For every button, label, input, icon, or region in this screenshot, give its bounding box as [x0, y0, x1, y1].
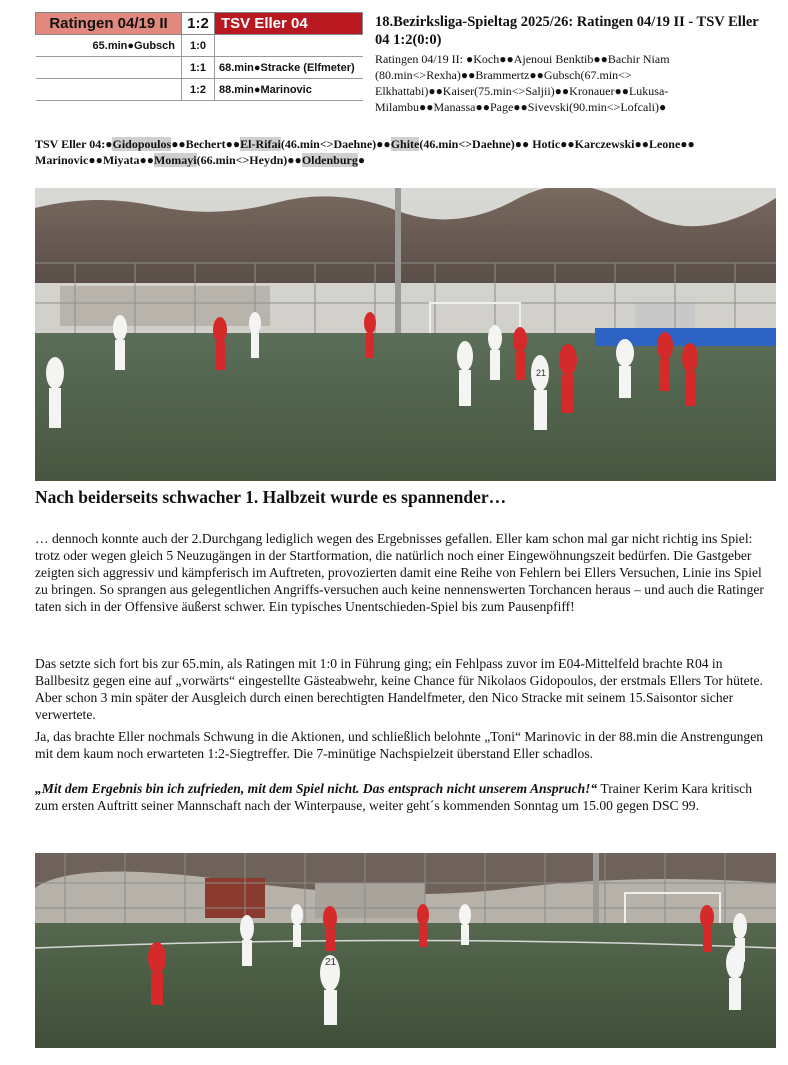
match-photo-2	[35, 853, 776, 1048]
goal-event-score: 1:2	[182, 79, 215, 101]
article-paragraph: Das setzte sich fort bis zur 65.min, als Ratingen mit 1:0 in Führung ging; ein Fehlpass zuvor im E04-Mittelfeld brachte R04 in Ballbesitz gegen eine auf „vorwärts“ eingestellte Gästeabwehr, keine Chance für Nikolaos Gidopoulos, der erstmals Ellers Tor hütete. Aber schon 3 min später der Ausgleich durch einen berechtigten Handelfmeter, den Nico Stracke mit seinem 15.Saisontor sicher verwertete.	[35, 656, 763, 722]
new-player-name: El-Rifai	[240, 137, 281, 151]
article-paragraph: … dennoch konnte auch der 2.Durchgang lediglich wegen des Ergebnisses gefallen. Eller kam schon mal gar nicht richtig ins Spiel: trotz oder wegen gleich 5 Neuzugängen in der Startformation, die natürlich noch einer Eingewöhnungszeit bedürfen. Die Gastgeber zeigten sich aggressiv und kämpferisch im Auftreten, provozierten damit eine Reihe von Fehlern bei Ellers Versuchen, Linie ins Spiel zu bringen. So sprangen aus gelegentlichen Angriffs-versuchen auch keine nennenswerten Torchancen heraus – und auch die Ratinger taten sich in der Offensive äußerst schwer. Ein typisches Unentschieden-Spiel bis zum Pausenpfiff!	[35, 531, 764, 614]
lineup-text: (66.min<>Heydn)●●	[196, 153, 302, 167]
new-player-name: Momayi	[153, 153, 197, 167]
home-lineup: Ratingen 04/19 II: ●Koch●●Ajenoui Benktib●●Bachir Niam (80.min<>Rexha)●●Brammertz●●Gubsch(67.min<> Elkhattabi)●●Kaiser(75.min<>Saljii)●●Kronauer●●Lukusa-Milambu●●Manassa●●Page●●Sivevski(90.min<>Lofcali)●	[375, 52, 670, 114]
score-table	[35, 12, 363, 101]
article-paragraph	[35, 780, 777, 814]
lineup-text: (46.min<>Daehne)●● Hotic●●Karczewski●●Leone●● Marinovic●●Miyata●●	[35, 137, 695, 167]
goal-event-row	[36, 57, 363, 79]
goal-event-away: 88.min●Marinovic	[215, 79, 363, 101]
new-player-name: Oldenburg	[301, 153, 358, 167]
goal-event-row	[36, 79, 363, 101]
lineup-text: ●	[357, 153, 366, 167]
goal-event-row	[36, 35, 363, 57]
away-team-name: TSV Eller 04	[215, 13, 363, 35]
goal-event-score: 1:0	[182, 35, 215, 57]
goal-event-score: 1:1	[182, 57, 215, 79]
coach-quote: „Mit dem Ergebnis bin ich zufrieden, mit dem Spiel nicht. Das entsprach nicht unserem Anspruch!“	[35, 781, 598, 796]
match-photo-1	[35, 188, 776, 481]
goal-event-away	[215, 35, 363, 57]
shirt-number: 21	[536, 368, 547, 378]
new-player-name: Gidopoulos	[112, 137, 172, 151]
home-team-name: Ratingen 04/19 II	[36, 13, 182, 35]
lineup-text: TSV Eller 04:●	[35, 137, 113, 151]
match-photo-2-image	[35, 853, 776, 1048]
match-photo-1-image	[35, 188, 776, 481]
shirt-number: 21	[325, 957, 337, 968]
match-title: 18.Bezirksliga-Spieltag 2025/26: Ratingen 04/19 II - TSV Eller 04 1:2(0:0)	[375, 14, 759, 48]
quote-attribution: Trainer Kerim Kara kritisch zum ersten Auftritt seiner Mannschaft nach der Winterpause, weiter geht´s kommenden Sonntag um 15.00 gegen DSC 99.	[35, 781, 752, 813]
score-header-row	[36, 13, 363, 35]
goal-event-home	[36, 57, 182, 79]
article-paragraph: Ja, das brachte Eller nochmals Schwung in die Aktionen, und schließlich belohnte „Toni“ Marinovic in der 88.min die Anstrengungen mit dem kaum noch erwarteten 1:2-Siegtreffer. Die 7-minütige Nachspielzeit überstand Eller schadlos.	[35, 729, 764, 761]
lineup-text: ●●Bechert●●	[171, 137, 241, 151]
goal-event-away: 68.min●Stracke (Elfmeter)	[215, 57, 363, 79]
goal-event-home	[36, 79, 182, 101]
lineup-text: (46.min<>Daehne)●●	[280, 137, 391, 151]
new-player-name: Ghite	[390, 137, 420, 151]
away-lineup	[35, 136, 775, 168]
goal-event-home: 65.min●Gubsch	[36, 35, 182, 57]
final-score: 1:2	[182, 13, 215, 35]
article-headline: Nach beiderseits schwacher 1. Halbzeit wurde es spannender…	[35, 487, 507, 507]
